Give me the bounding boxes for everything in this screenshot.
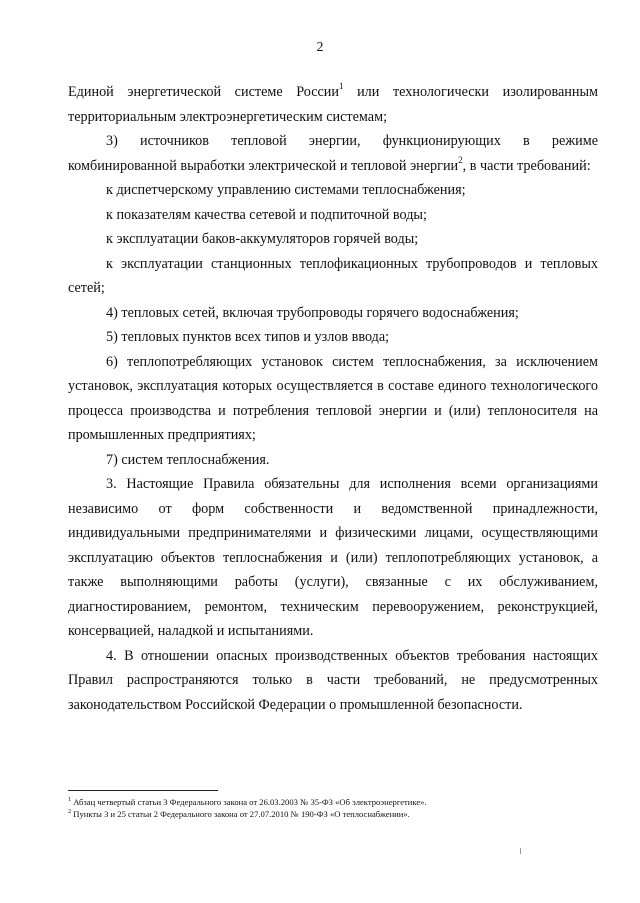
- paragraph-item-6: 6) теплопотребляющих установок систем теплоснабжения, за исключением установок, эксплуатация которых осуществляется в составе единого технологического процесса производства и потребления тепловой энергии и (или) теплоносителя на промышленных предприятиях;: [68, 353, 598, 443]
- footnote-2: $^2$ Пункты 3 и 25 статьи 2 Федерального закона от 27.07.2010 № 190-ФЗ «О теплоснабжении».: [68, 808, 410, 819]
- footnote-1: $^1$ Абзац четвертый статьи 3 Федерального закона от 26.03.2003 № 35-ФЗ «Об электроэнергетике».: [68, 796, 427, 807]
- document-body: [68, 80, 598, 717]
- paragraph-water-quality: к показателям качества сетевой и подпиточной воды;: [106, 206, 427, 223]
- paragraph-storage-tanks: к эксплуатации баков-аккумуляторов горячей воды;: [106, 231, 419, 247]
- page-number: 2: [316, 40, 324, 55]
- paragraph-item-3: 3) источников тепловой энергии, функционирующих в режиме комбинированной выработки электрической и тепловой энергии$^2$, в части требований:: [68, 133, 598, 174]
- paragraph-clause-4: 4. В отношении опасных производственных объектов требования настоящих Правил распространяются только в части требований, не предусмотренных законодательством Российской Федерации о промышленной безопасности.: [68, 647, 598, 713]
- paragraph-clause-3: 3. Настоящие Правила обязательны для исполнения всеми организациями независимо от форм собственности и ведомственной принадлежности, индивидуальными предпринимателями и физическими лицами, осуществляющими эксплуатацию объектов теплоснабжения и (или) теплопотребляющих установок, а также выполняющими работы (услуги), связанные с их обслуживанием, диагностированием, ремонтом, техническим перевооружением, реконструкцией, консервацией, наладкой и испытаниями.: [68, 476, 598, 639]
- paragraph-item-5: 5) тепловых пунктов всех типов и узлов ввода;: [106, 329, 390, 345]
- footnote-ref-2[interactable]: 2: [458, 154, 463, 165]
- footnote-divider: [68, 790, 218, 791]
- footnote-ref-1[interactable]: 1: [339, 81, 344, 92]
- footnotes: [68, 796, 598, 820]
- scan-artifact-mark: [520, 848, 521, 854]
- paragraph-station-pipelines: к эксплуатации станционных теплофикационных трубопроводов и тепловых сетей;: [68, 255, 598, 296]
- paragraph-item-4: 4) тепловых сетей, включая трубопроводы горячего водоснабжения;: [106, 304, 519, 321]
- paragraph-item-7: 7) систем теплоснабжения.: [106, 451, 270, 468]
- paragraph-dispatch-control: к диспетчерскому управлению системами теплоснабжения;: [106, 182, 466, 198]
- paragraph-energy-system: Единой энергетической системе России$^1$ или технологически изолированным территориальным электроэнергетическим системам;: [68, 81, 598, 125]
